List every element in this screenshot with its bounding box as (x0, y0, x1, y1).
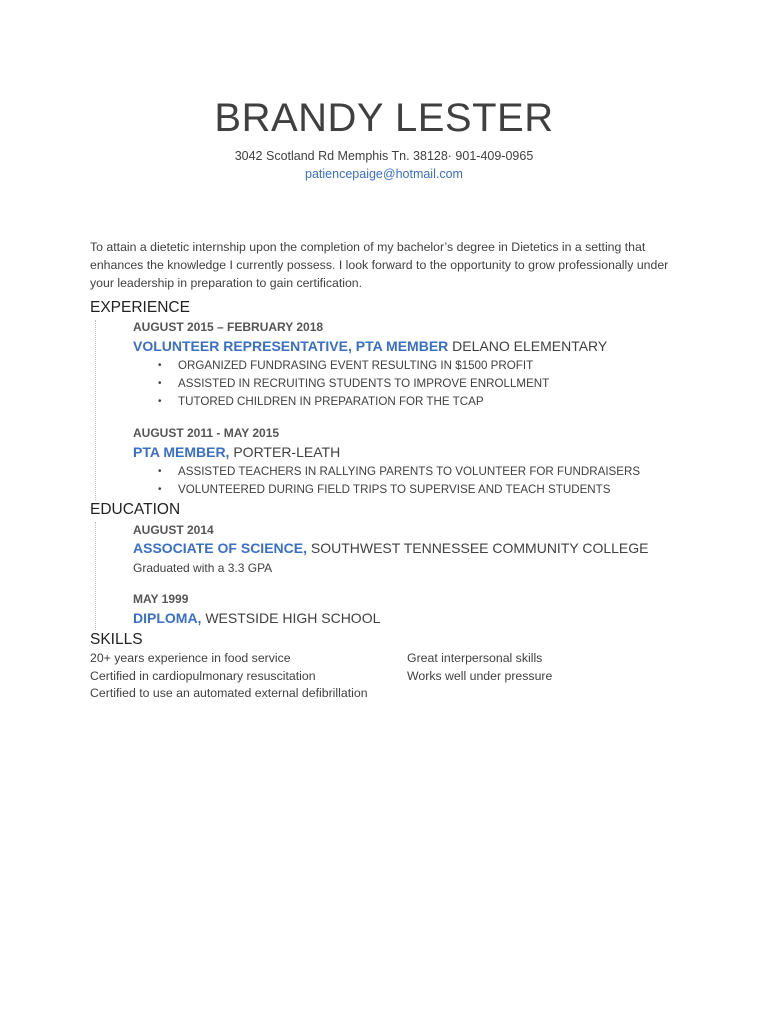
objective-text: To attain a dietetic internship upon the completion of my bachelor’s degree in Dietetics in a setting that enhances the knowledge I currently possess. I look forward to the opportunity to grow professionally under your leadership in preparation to gain certification. (90, 240, 669, 290)
skills-right-column (407, 650, 552, 685)
skill-item: 20+ years experience in food service (90, 651, 291, 665)
bullet-icon: • (158, 378, 162, 389)
degree-title: ASSOCIATE OF SCIENCE, (133, 540, 307, 556)
education-degree (133, 540, 649, 556)
job-bullets (158, 463, 640, 499)
skill-item: Certified in cardiopulmonary resuscitation (90, 668, 316, 683)
skills-heading: SKILLS (90, 631, 143, 648)
job-date: AUGUST 2015 – FEBRUARY 2018 (133, 320, 324, 334)
list-item: • ASSISTED IN RECRUITING STUDENTS TO IMPROVE ENROLLMENT (158, 375, 549, 393)
job-title: VOLUNTEER REPRESENTATIVE, PTA MEMBER (133, 338, 449, 354)
bullet-icon: • (158, 360, 162, 371)
education-date: AUGUST 2014 (133, 523, 214, 537)
skills-left-column (90, 650, 368, 703)
education-note: Graduated with a 3.3 GPA (133, 561, 273, 575)
school-name: SOUTHWEST TENNESSEE COMMUNITY COLLEGE (306, 540, 649, 556)
resume-name: BRANDY LESTER (214, 96, 554, 140)
skill-item: Works well under pressure (407, 668, 553, 683)
education-degree (133, 610, 380, 626)
job-org: DELANO ELEMENTARY (448, 338, 608, 354)
bullet-icon: • (158, 484, 162, 495)
education-heading: EDUCATION (90, 501, 181, 518)
job-date: AUGUST 2011 - MAY 2015 (133, 426, 280, 440)
bullet-icon: • (158, 396, 162, 407)
contact-info: 3042 Scotland Rd Memphis Tn. 38128· 901-409-0965 (234, 149, 534, 163)
bullet-icon: • (158, 466, 162, 477)
experience-heading: EXPERIENCE (90, 299, 190, 316)
job-title: PTA MEMBER, (133, 444, 230, 460)
list-item: • ASSISTED TEACHERS IN RALLYING PARENTS TO VOLUNTEER FOR FUNDRAISERS (158, 463, 640, 481)
job-org: PORTER-LEATH (229, 444, 341, 460)
school-name: WESTSIDE HIGH SCHOOL (201, 610, 381, 626)
experience-timeline (95, 320, 96, 500)
degree-title: DIPLOMA, (133, 610, 202, 626)
education-date: MAY 1999 (133, 592, 189, 606)
list-item: • TUTORED CHILDREN IN PREPARATION FOR THE TCAP (158, 393, 549, 411)
job-role (133, 338, 607, 354)
job-bullets (158, 357, 549, 411)
list-item: • ORGANIZED FUNDRASING EVENT RESULTING IN $1500 PROFIT (158, 357, 549, 375)
job-role (133, 444, 340, 460)
skill-item: Great interpersonal skills (407, 651, 543, 665)
skill-item: Certified to use an automated external defibrillation (90, 686, 368, 700)
education-timeline (95, 522, 96, 630)
email-link[interactable]: patiencepaige@hotmail.com (305, 167, 463, 181)
list-item: • VOLUNTEERED DURING FIELD TRIPS TO SUPERVISE AND TEACH STUDENTS (158, 481, 640, 499)
